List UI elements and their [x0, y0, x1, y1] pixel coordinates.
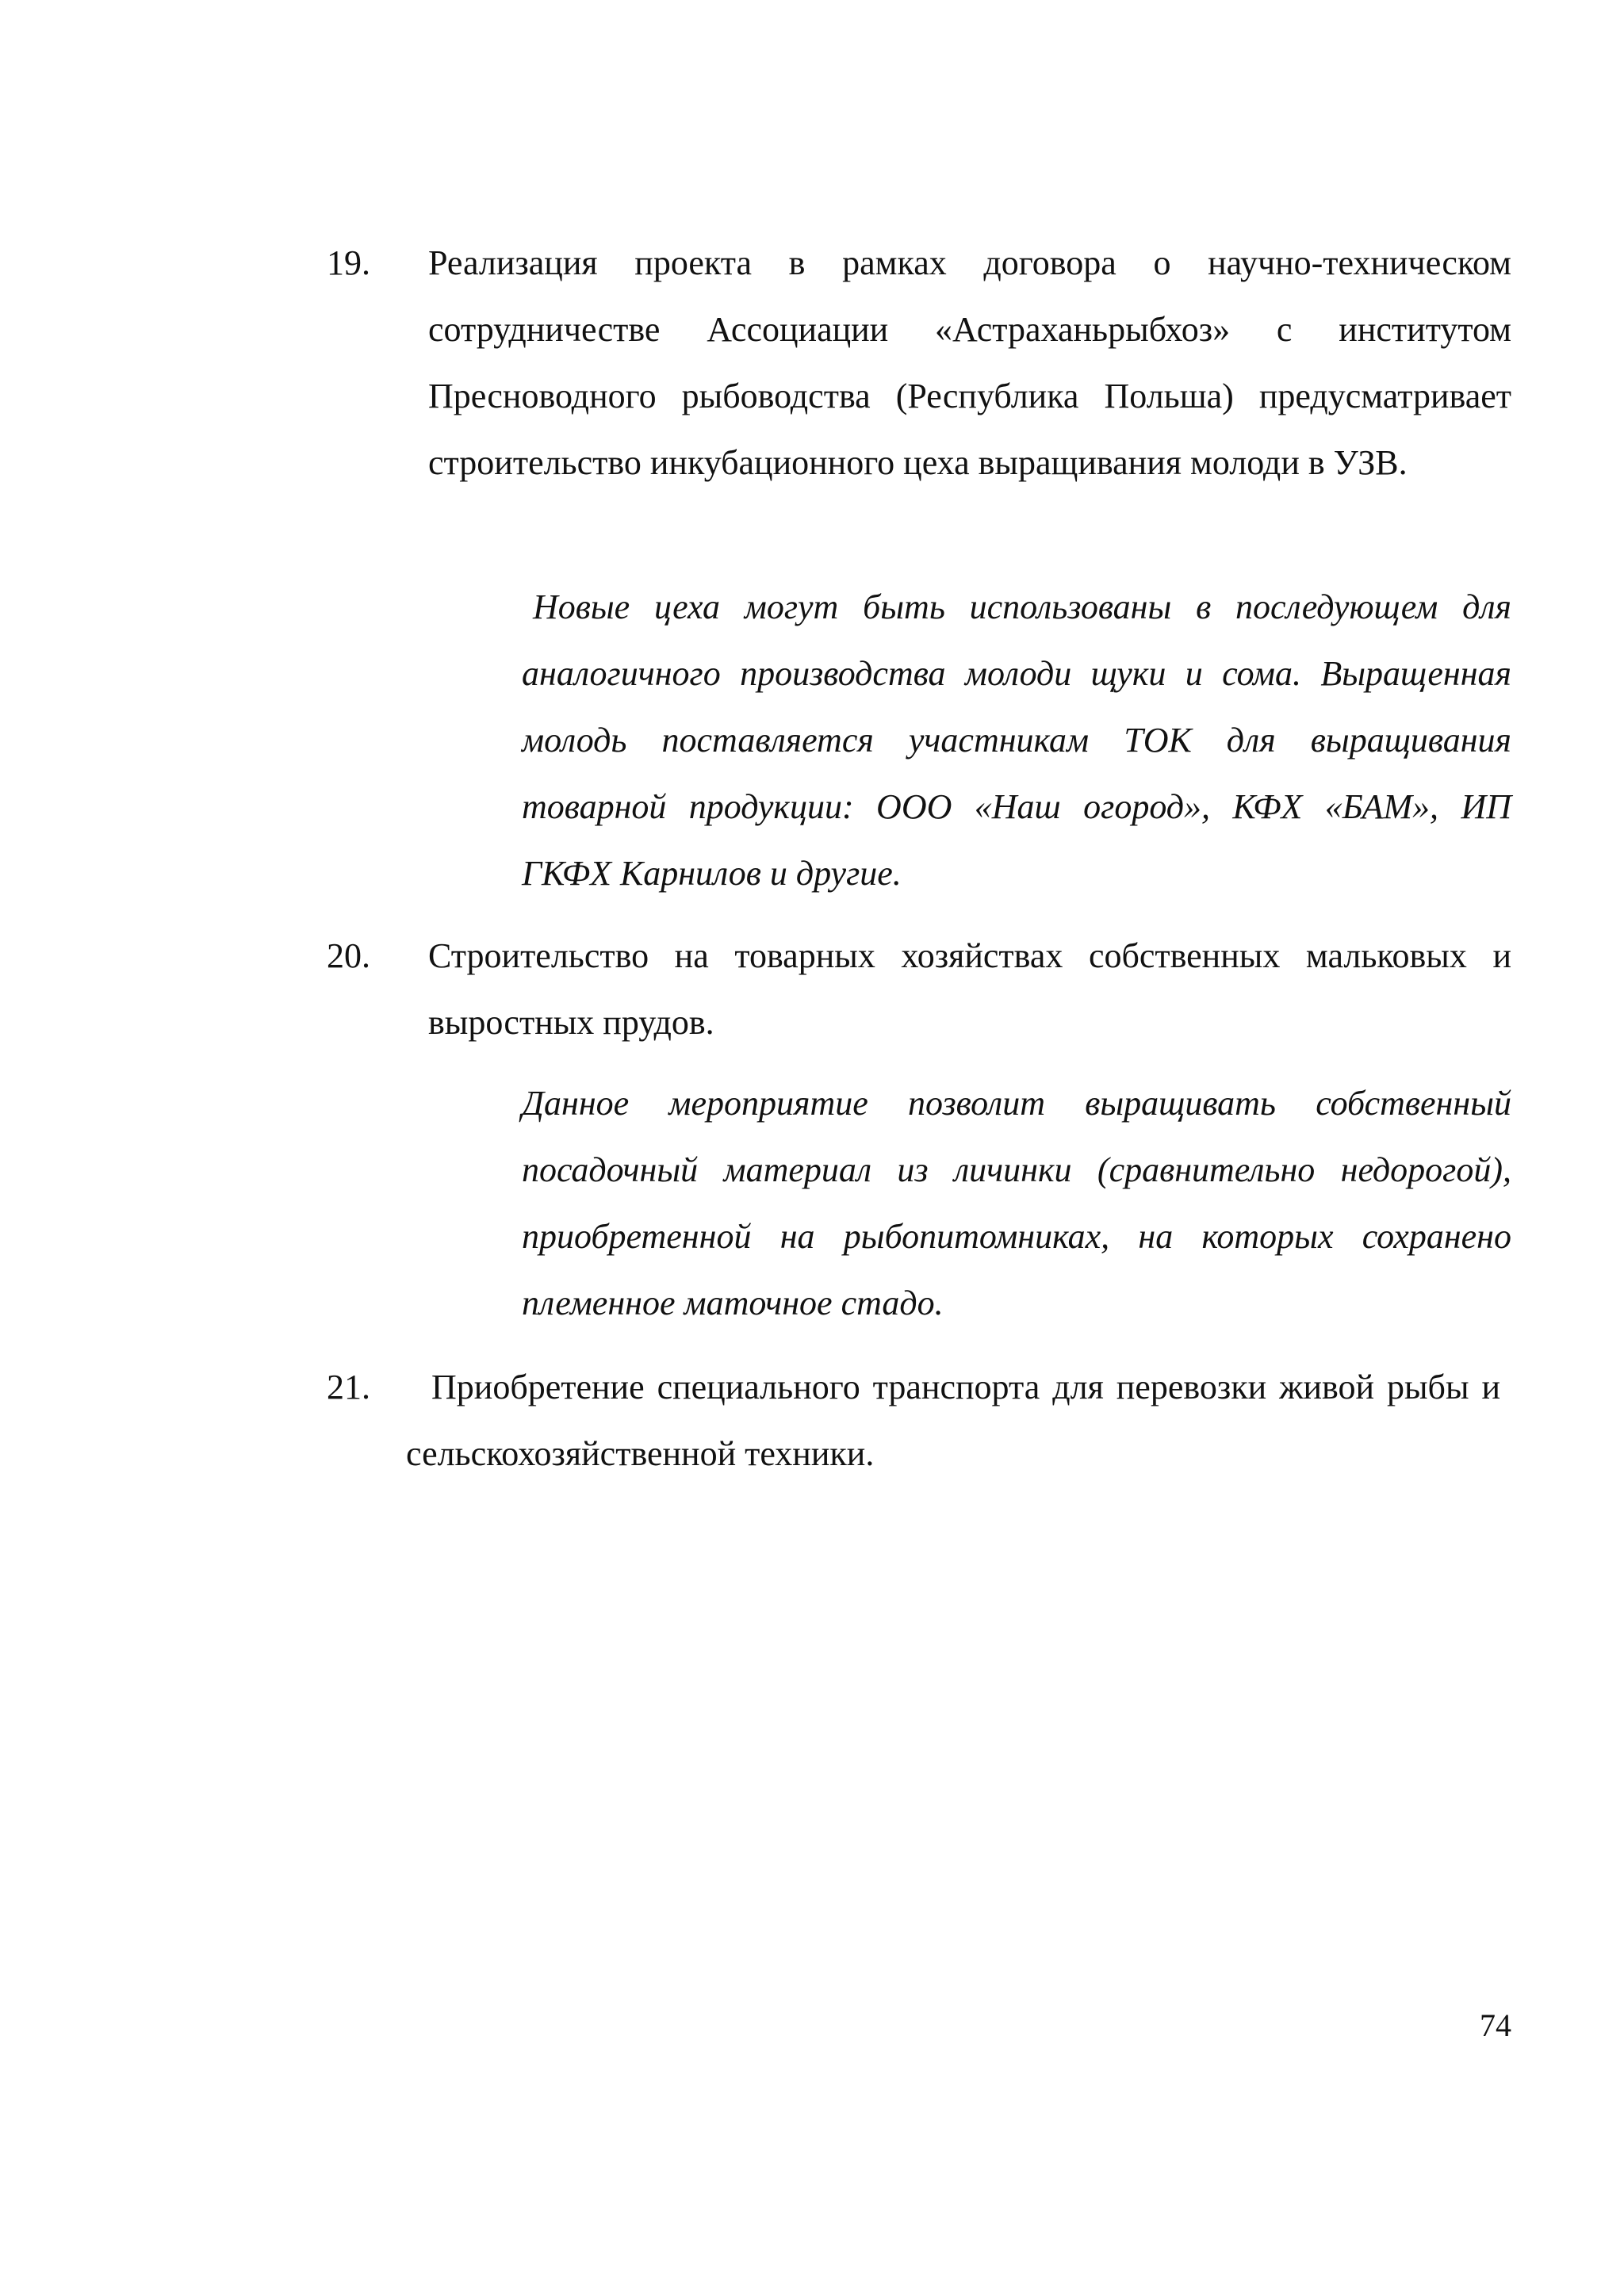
page-number: 74 [1480, 2007, 1511, 2043]
item-note-19: Новые цеха могут быть использованы в последующем для аналогичного производства молоди щуки и сома. Выращенная молодь поставляется участникам ТОК для выращивания товарной продукции: ООО «Наш огород», КФХ «БАМ», ИП ГКФХ Карнилов и другие. [522, 587, 1511, 893]
item-text-19: Реализация проекта в рамках договора о научно-техническом сотрудничестве Ассоциации «Астраханьрыбхоз» с институтом Пресноводного рыбоводства (Республика Польша) предусматривает строительство инкубационного цеха выращивания молоди в УЗВ. [428, 243, 1511, 482]
item-number-20: 20. [327, 936, 370, 975]
item-text-20: Строительство на товарных хозяйствах собственных мальковых и выростных прудов. [428, 936, 1511, 1042]
item-note-20: Данное мероприятие позволит выращивать собственный посадочный материал из личинки (сравнительно недорогой), приобретенной на рыбопитомниках, на которых сохранено племенное маточное стадо. [522, 1084, 1511, 1322]
item-number-19: 19. [327, 243, 370, 282]
item-text-21: Приобретение специального транспорта для перевозки живой рыбы и сельскохозяйственной техники. [406, 1368, 1500, 1473]
item-number-21: 21. [327, 1368, 370, 1406]
